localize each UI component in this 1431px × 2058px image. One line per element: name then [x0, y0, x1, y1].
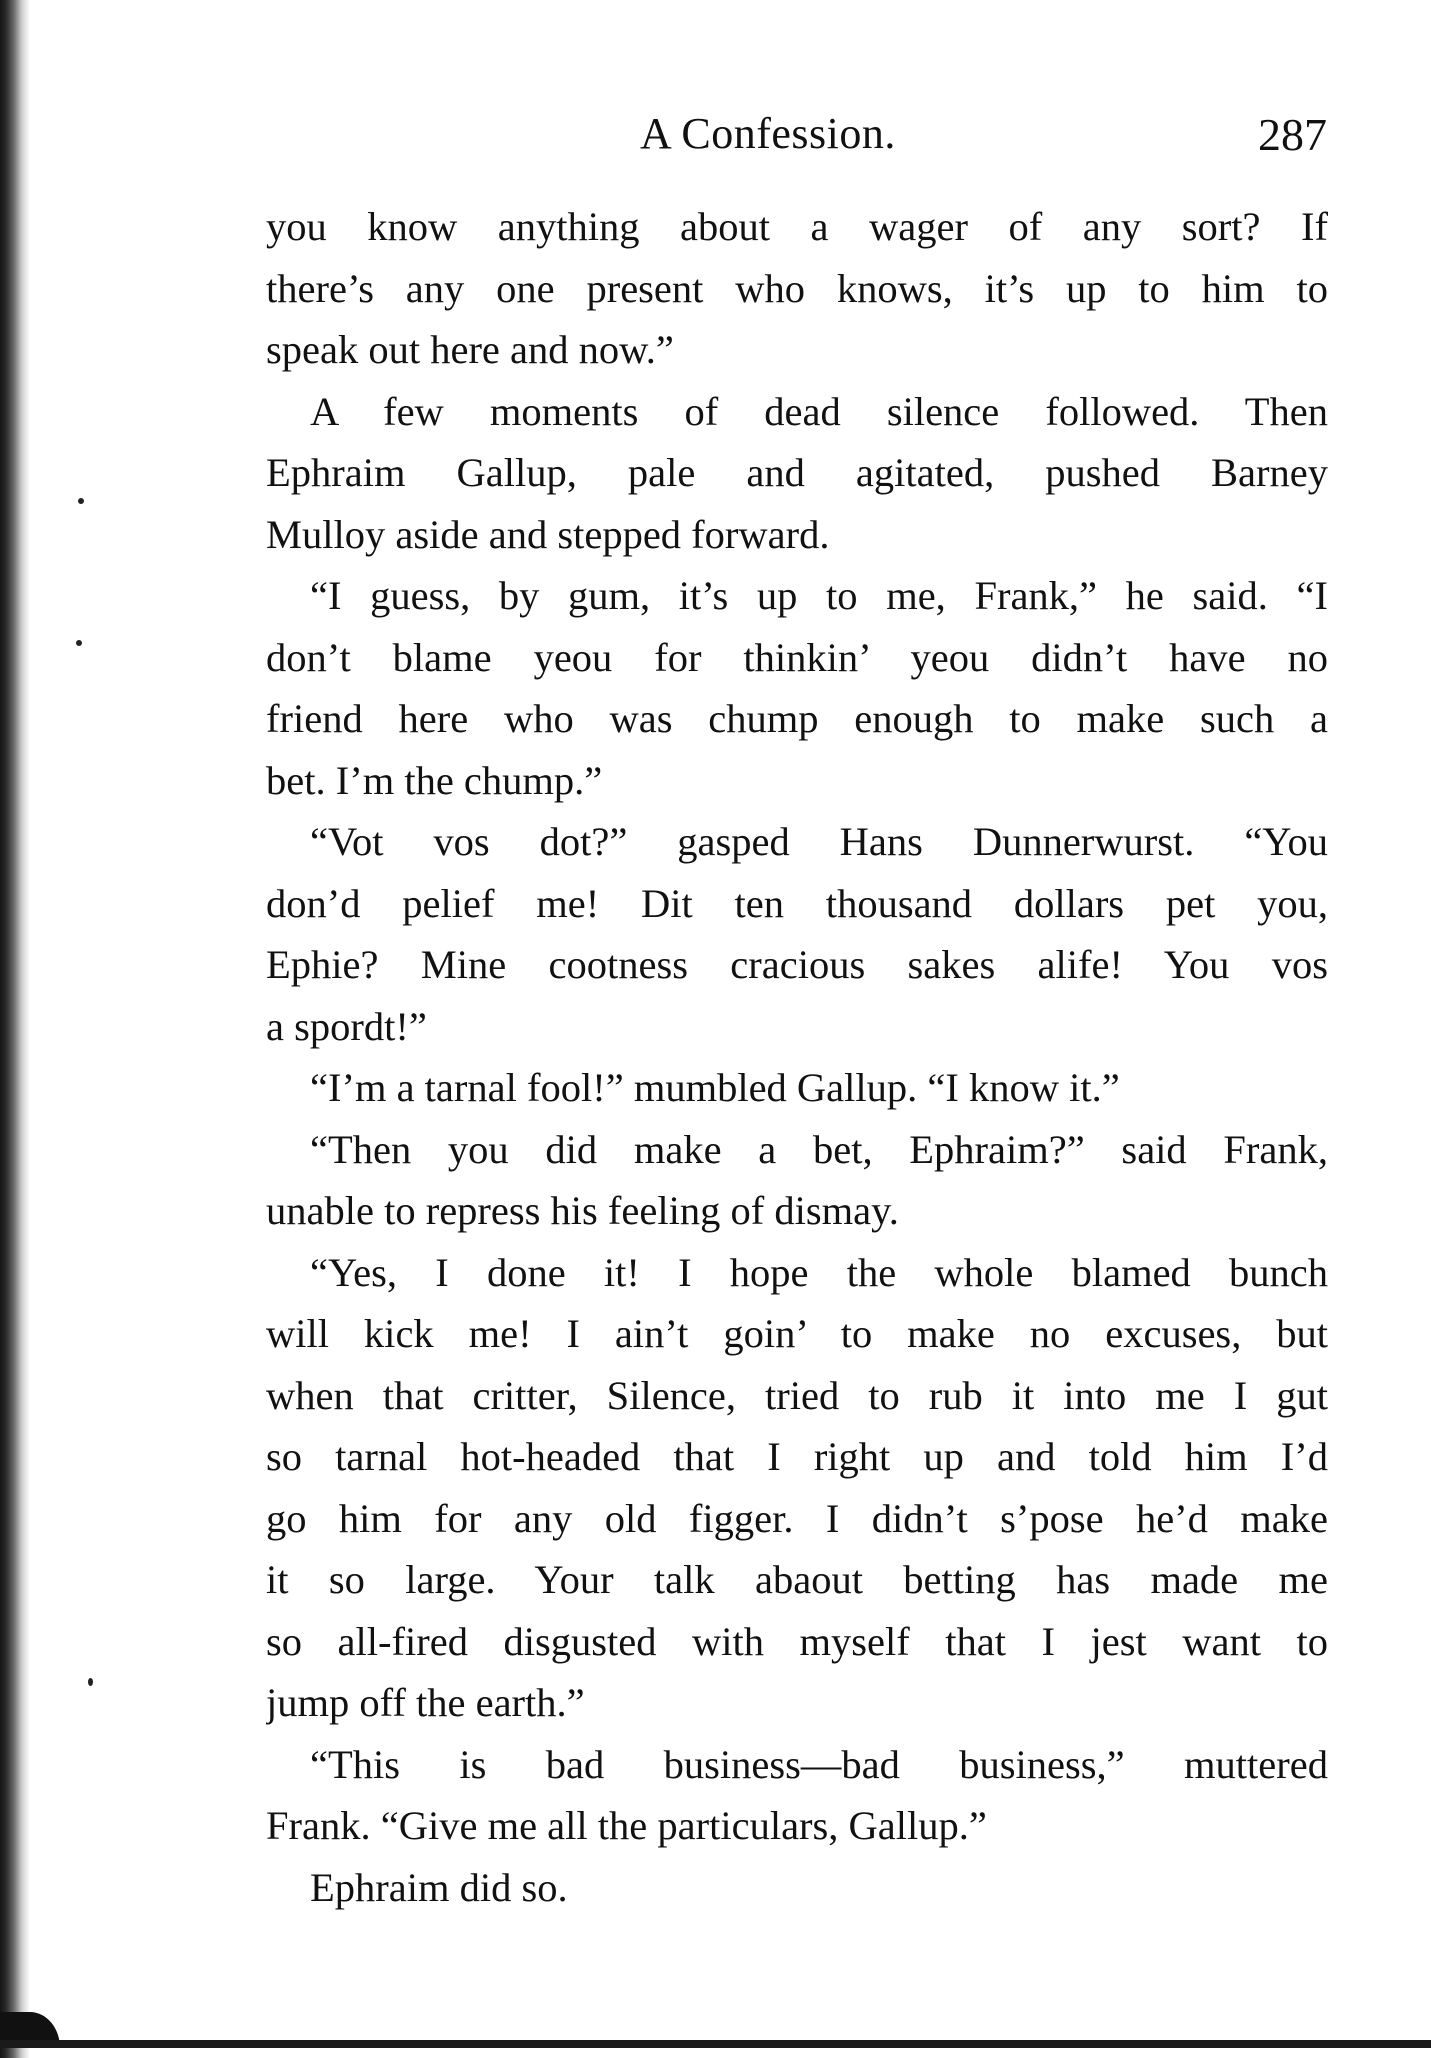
paragraph	[266, 811, 1328, 1057]
text-line: “I’m a tarnal fool!” mumbled Gallup. “I know it.”	[310, 1065, 1120, 1110]
page-number: 287	[1258, 109, 1327, 160]
text-line: so tarnal hot-headed that I right up and told him I’d	[266, 1434, 1328, 1479]
scan-speck	[88, 1678, 93, 1686]
text-line: Ephie? Mine cootness cracious sakes alife! You vos	[266, 942, 1328, 987]
paragraph	[266, 1734, 1328, 1857]
paragraph	[266, 1057, 1328, 1119]
text-line: “Then you did make a bet, Ephraim?” said Frank,	[310, 1126, 1328, 1172]
paragraph	[266, 1242, 1328, 1734]
running-head: A Confession.	[640, 109, 896, 158]
paragraph	[266, 1857, 1328, 1919]
paragraph	[266, 381, 1328, 566]
text-line: Ephraim Gallup, pale and agitated, pushed Barney	[266, 450, 1328, 495]
text-line: it so large. Your talk abaout betting has made me	[266, 1557, 1328, 1602]
text-line: jump off the earth.”	[266, 1680, 585, 1725]
bottom-scan-edge	[0, 2040, 1431, 2048]
text-line: speak out here and now.”	[266, 327, 674, 372]
page-header	[0, 108, 1431, 168]
text-line: don’d pelief me! Dit ten thousand dollars pet you,	[266, 880, 1328, 926]
text-line: so all-fired disgusted with myself that I jest want to	[266, 1618, 1328, 1664]
text-line: Ephraim did so.	[310, 1864, 568, 1910]
paragraph	[266, 565, 1328, 811]
text-line: Frank. “Give me all the particulars, Gallup.”	[266, 1803, 987, 1848]
text-line: you know anything about a wager of any sort? If	[266, 204, 1328, 249]
body-text	[266, 196, 1328, 1918]
text-line: “I guess, by gum, it’s up to me, Frank,” he said. “I	[310, 573, 1328, 618]
text-line: bet. I’m the chump.”	[266, 757, 603, 803]
scan-speck	[78, 498, 84, 504]
text-line: “This is bad business—bad business,” muttered	[310, 1741, 1328, 1787]
text-line: “Vot vos dot?” gasped Hans Dunnerwurst. “You	[310, 819, 1328, 864]
binding-edge	[0, 0, 30, 2058]
text-line: go him for any old figger. I didn’t s’pose he’d make	[266, 1495, 1328, 1541]
text-line: when that critter, Silence, tried to rub it into me I gut	[266, 1372, 1328, 1418]
paragraph	[266, 196, 1328, 381]
text-line: don’t blame yeou for thinkin’ yeou didn’t have no	[266, 634, 1328, 680]
text-line: friend here who was chump enough to make such a	[266, 696, 1328, 741]
scan-speck	[76, 640, 82, 646]
text-line: will kick me! I ain’t goin’ to make no excuses, but	[266, 1311, 1328, 1356]
text-line: A few moments of dead silence followed. Then	[310, 388, 1328, 434]
paragraph	[266, 1119, 1328, 1242]
text-line: a spordt!”	[266, 1003, 427, 1049]
text-line: “Yes, I done it! I hope the whole blamed bunch	[310, 1249, 1328, 1295]
text-line: unable to repress his feeling of dismay.	[266, 1188, 899, 1233]
text-line: there’s any one present who knows, it’s up to him to	[266, 265, 1328, 311]
text-line: Mulloy aside and stepped forward.	[266, 511, 830, 557]
